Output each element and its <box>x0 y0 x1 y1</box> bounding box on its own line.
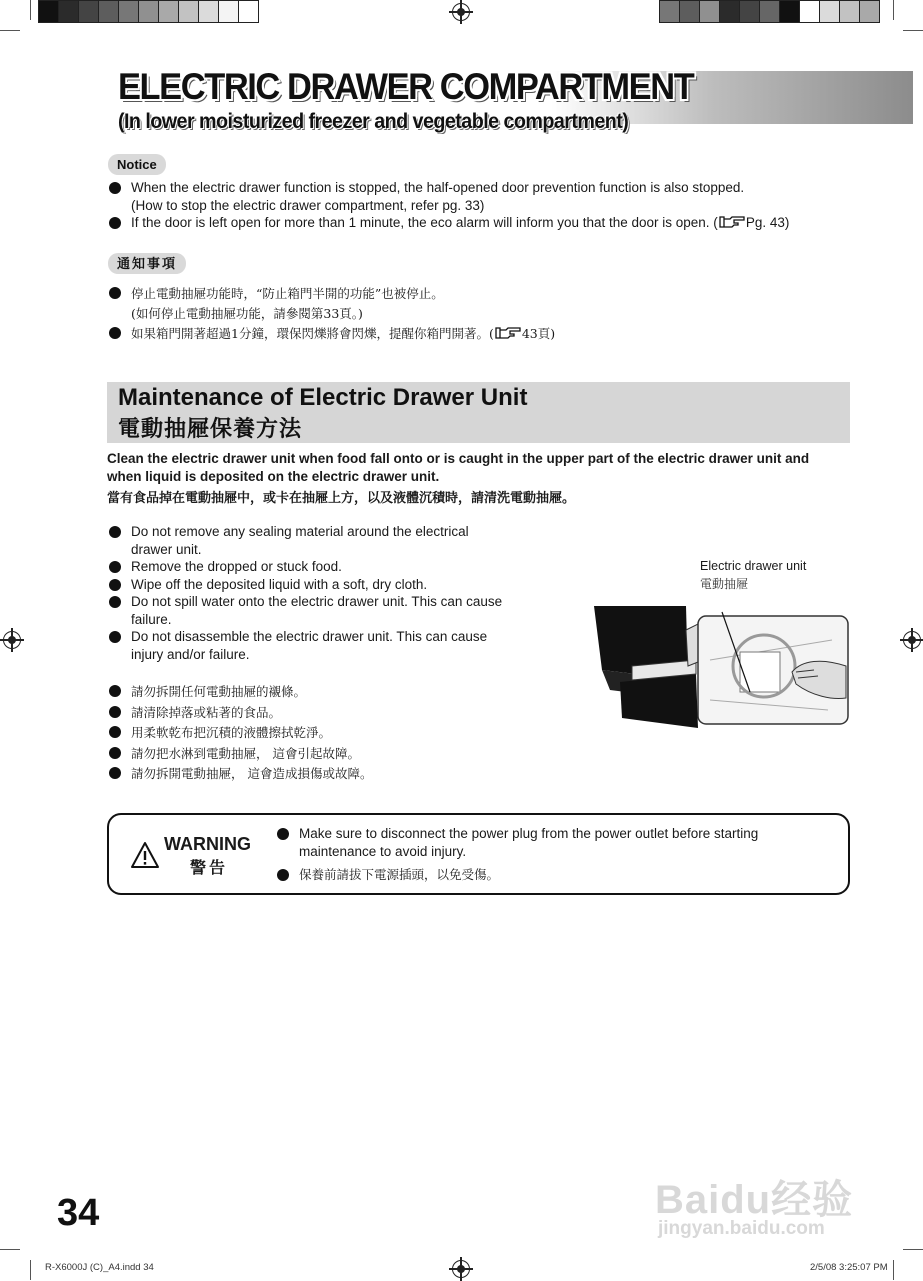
registration-mark-icon <box>903 631 921 649</box>
warning-item-zh: 保養前請拔下電源插頭，以免受傷。 <box>277 866 817 884</box>
warning-item: Make sure to disconnect the power plug from the power outlet before starting maintenance to avoid injury. <box>277 825 817 860</box>
crop-mark <box>903 30 923 31</box>
instruction-item: Do not disassemble the electric drawer unit. This can cause <box>109 628 569 646</box>
notice-item-zh-continued: (如何停止電動抽屜功能，請參閱第33頁。) <box>131 306 363 321</box>
figure-label: Electric drawer unit <box>700 559 807 573</box>
instruction-item-zh: 請勿拆開任何電動抽屜的襯條。 <box>109 682 569 703</box>
instruction-item-zh: 請勿拆開電動抽屜， 這會造成損傷或故障。 <box>109 764 569 785</box>
page-subtitle: (In lower moisturized freezer and vegetable compartment) <box>118 110 629 133</box>
watermark-url: jingyan.baidu.com <box>658 1218 825 1239</box>
crop-mark <box>30 0 31 20</box>
footer-timestamp: 2/5/08 3:25:07 PM <box>810 1262 888 1273</box>
warning-label-zh: 警告 <box>190 860 229 877</box>
page-number: 34 <box>57 1192 100 1234</box>
page-title: ELECTRIC DRAWER COMPARTMENT <box>118 66 694 107</box>
pointing-hand-icon <box>718 215 746 229</box>
notice-item-continued: (How to stop the electric drawer compartment, refer pg. 33) <box>131 197 485 213</box>
crop-mark <box>0 30 20 31</box>
section-intro: Clean the electric drawer unit when food fall onto or is caught in the upper part of the electric drawer unit and when liquid is deposited on the electric drawer unit. <box>107 451 810 484</box>
notice-item: When the electric drawer function is stopped, the half-opened door prevention function is also stopped. <box>109 179 909 197</box>
notice-item-zh: 停止電動抽屜功能時，“防止箱門半開的功能”也被停止。 <box>109 284 869 304</box>
crop-mark <box>893 1260 894 1280</box>
notice-label-zh: 通知事項 <box>108 253 186 274</box>
section-intro-zh: 當有食品掉在電動抽屜中，或卡在抽屜上方，以及液體沉積時，請清洗電動抽屜。 <box>107 490 576 505</box>
notice-item: If the door is left open for more than 1 minute, the eco alarm will inform you that the door is open. ( Pg. 43) <box>109 214 909 232</box>
instruction-item-continued: injury and/or failure. <box>131 646 250 662</box>
instruction-item-continued: failure. <box>131 611 172 627</box>
registration-mark-icon <box>3 631 21 649</box>
notice-list <box>109 179 909 232</box>
instruction-item: Wipe off the deposited liquid with a soft, dry cloth. <box>109 576 569 594</box>
section-title: Maintenance of Electric Drawer Unit <box>118 384 528 411</box>
notice-item-zh: 如果箱門開著超過1分鐘，環保閃爍將會閃爍，提醒你箱門開著。( 43頁) <box>109 324 869 344</box>
crop-mark <box>30 1260 31 1280</box>
color-bar-right <box>659 0 880 23</box>
instructions-list-zh <box>109 682 569 785</box>
instruction-item-zh: 請勿把水淋到電動抽屜， 這會引起故障。 <box>109 744 569 765</box>
crop-mark <box>903 1249 923 1250</box>
figure-label-zh: 電動抽屜 <box>700 577 749 591</box>
notice-list-zh <box>109 284 869 344</box>
registration-mark-icon <box>452 1260 470 1278</box>
watermark-logo: Baidu经验 <box>655 1178 854 1222</box>
crop-mark <box>0 1249 20 1250</box>
instruction-item-zh: 請清除掉落或粘著的食品。 <box>109 703 569 724</box>
instruction-item-continued: drawer unit. <box>131 541 202 557</box>
electric-drawer-illustration <box>592 600 852 730</box>
instruction-item-zh: 用柔軟乾布把沉積的液體擦拭乾淨。 <box>109 723 569 744</box>
warning-label: WARNING <box>164 834 251 854</box>
instruction-item: Remove the dropped or stuck food. <box>109 558 569 576</box>
footer-file-info: R-X6000J (C)_A4.indd 34 <box>45 1262 154 1273</box>
color-bar-left <box>38 0 259 23</box>
crop-mark <box>893 0 894 20</box>
instructions-list <box>109 523 569 663</box>
instruction-item: Do not remove any sealing material around the electrical <box>109 523 569 541</box>
registration-mark-icon <box>452 3 470 21</box>
instruction-item: Do not spill water onto the electric drawer unit. This can cause <box>109 593 569 611</box>
warning-list <box>277 825 817 884</box>
section-title-zh: 電動抽屜保養方法 <box>118 416 303 441</box>
notice-label: Notice <box>108 154 166 175</box>
warning-triangle-icon <box>130 841 160 869</box>
pointing-hand-icon <box>494 326 522 340</box>
